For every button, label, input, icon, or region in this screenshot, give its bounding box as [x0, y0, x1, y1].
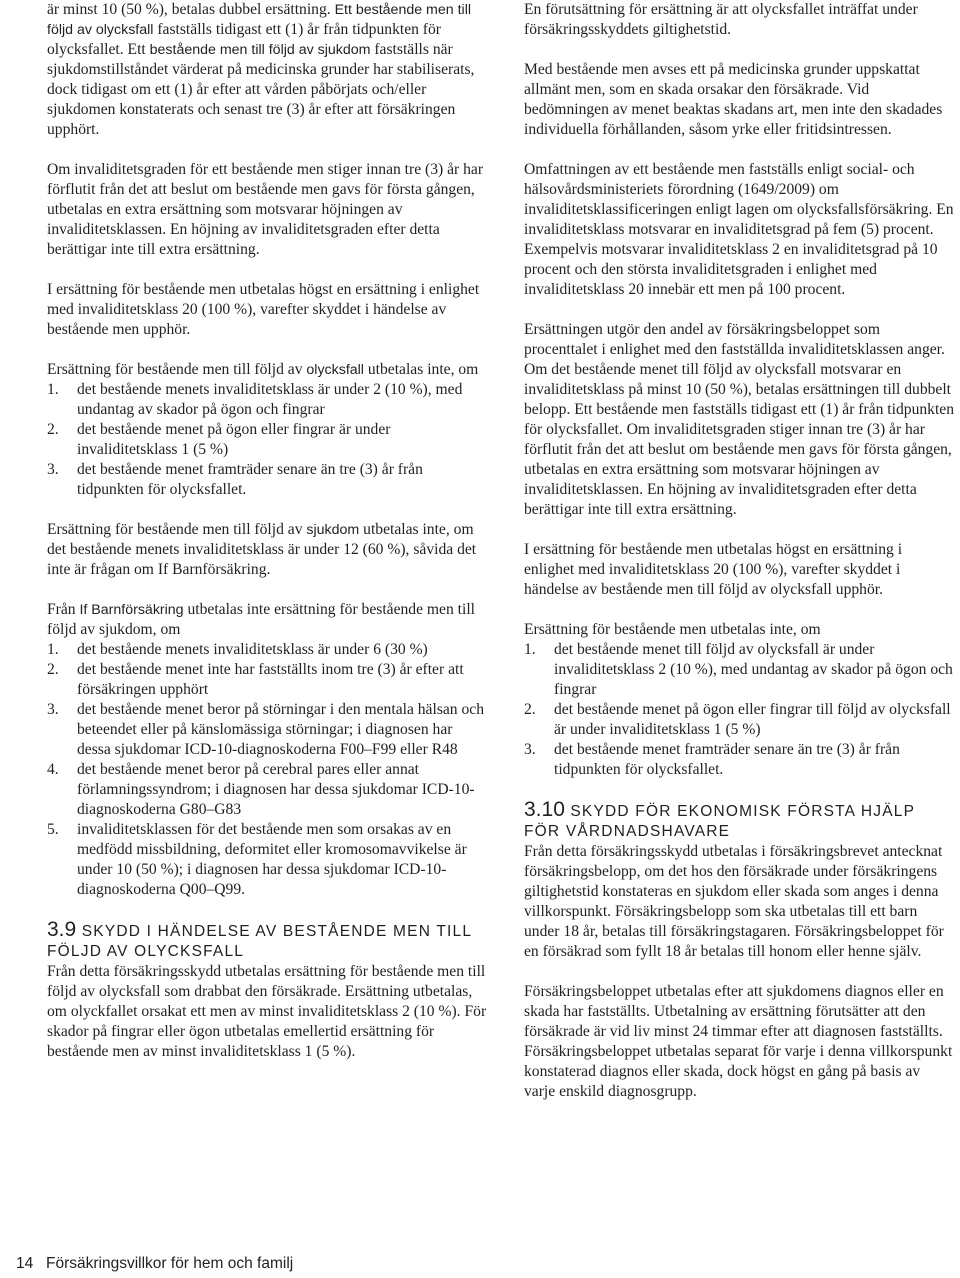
list-item: 2. det bestående menet på ögon eller fingrar till följd av olycksfall är under invaliditetsklass 1 (5 %) — [524, 701, 951, 738]
paragraph: Ersättningen utgör den andel av försäkringsbeloppet som procenttalet i enlighet med den fastställda invaliditetsklassen anger. Om det bestående menet till följd av olycksfall motsvarar en invaliditetsklass på minst 10 (50 %), betalas ersättningen till dubbelt belopp. Ett bestående men fastställs tidigast ett (1) år från tidpunkten för olycksfallet. Om invaliditetsgraden stiger innan tre (3) år har förflutit från det att beslut om bestående men gavs för första gången, utbetalas en extra ersättning som motsvarar höjningen av invaliditetsklassen. En höjning av invaliditetsgraden efter detta berättigar inte till extra ersättning. — [524, 321, 955, 518]
list-item: 2. det bestående menet inte har fastställts inom tre (3) år efter att försäkringen upphört — [47, 661, 464, 698]
paragraph: Från detta försäkringsskydd utbetalas ersättning för bestående men till följd av olycksfall som drabbat den försäkrade. Ersättning utbetalas, om olyckfallet orsakat ett men av minst invaliditetsklass 2 (10 %). För skador på fingrar eller ögon utbetalas emellertid ersättning för bestående men av minst invaliditetsklass 1 (5 %). — [47, 963, 487, 1060]
paragraph: En förutsättning för ersättning är att olycksfallet inträffat under försäkringsskyddets giltighetstid. — [524, 1, 918, 38]
list-item: 3. det bestående menet beror på störningar i den mentala hälsan och beteendet eller på känslomässiga störningar; i diagnosen har dessa sjukdomar ICD-10-diagnoskoderna F00–F99 eller R48 — [47, 701, 485, 758]
list-item: 2. det bestående menet på ögon eller fingrar är under invaliditetsklass 1 (5 %) — [47, 421, 391, 458]
bold-term: sjukdom — [306, 522, 360, 538]
numbered-list — [524, 640, 954, 780]
list-item: 3. det bestående menet framträder senare än tre (3) år från tidpunkten för olycksfallet. — [47, 461, 423, 498]
paragraph: I ersättning för bestående men utbetalas högst en ersättning i enlighet med invaliditetsklass 20 (100 %), varefter skyddet i händelse av bestående men till följd av olycksfall upphör. — [524, 541, 903, 598]
section-heading-3-9: 3.9 SKYDD I HÄNDELSE AV BESTÅENDE MEN TILL FÖLJD AV OLYCKSFALL — [47, 918, 472, 960]
paragraph: Om invaliditetsgraden för ett bestående men stiger innan tre (3) år har förflutit från det att beslut om bestående men gavs för första gången, utbetalas en extra ersättning som motsvarar höjningen av invaliditetsklassen. En höjning av invaliditetsgraden efter detta berättigar inte till extra ersättning. — [47, 161, 484, 258]
paragraph: Omfattningen av ett bestående men fastställs enligt social- och hälsovårdsministeriets förordning (1649/2009) om invaliditetsklassificeringen enligt lagen om olycksfallsförsäkring. En invaliditetsklass motsvarar en invaliditetsgrad på fem (5) procent. Exempelvis motsvarar invaliditetsklass 2 en invaliditetsgrad på 10 procent och den största invaliditetsgraden i enlighet med invaliditetsklass 20 innebär ett men på 100 procent. — [524, 161, 954, 298]
paragraph: Försäkringsbeloppet utbetalas efter att sjukdomens diagnos eller en skada har fastställts. Utbetalning av ersättning förutsätter att den försäkrade är vid liv minst 24 timmar efter att diagnosen fastställts. Försäkringsbeloppet utbetalas separat för varje i denna villkorspunkt konstaterad diagnos eller skada, dock högst en gång på basis av varje enskild diagnosgrupp. — [524, 983, 953, 1100]
footer-title: Försäkringsvillkor för hem och familj — [46, 1255, 294, 1272]
paragraph: I ersättning för bestående men utbetalas högst en ersättning i enlighet med invaliditetsklass 20 (100 %), varefter skyddet i händelse av bestående men upphör. — [47, 281, 480, 338]
bold-term: bestående men till följd av sjukdom — [149, 42, 371, 58]
paragraph: Från If Barnförsäkring utbetalas inte ersättning för bestående men till följd av sjukdom, om — [47, 601, 476, 638]
bold-term: Ett bestående men till följd av olycksfall — [47, 2, 471, 38]
list-item: 5. invaliditetsklassen för det bestående men som orsakas av en medfödd missbildning, deformitet eller kromosomavvikelse är under 10 (50 %); i diagnosen har dessa sjukdomar ICD-10-diagnoskoderna Q00–Q99. — [47, 821, 467, 898]
list-item: 1. det bestående menet till följd av olycksfall är under invaliditetsklass 2 (10 %), med undantag av skador på ögon och fingrar — [524, 641, 953, 698]
paragraph: Ersättning för bestående men utbetalas inte, om — [524, 621, 821, 638]
right-column — [524, 0, 954, 1122]
list-item: 1. det bestående menets invaliditetsklass är under 6 (30 %) — [47, 641, 428, 658]
numbered-list — [47, 380, 487, 500]
page-number: 14 — [16, 1255, 34, 1272]
paragraph: Från detta försäkringsskydd utbetalas i försäkringsbrevet antecknat försäkringsbelopp, om det hos den försäkrade under försäkringens giltighetstid konstateras en sjukdom eller skada som anges i denna villkorspunkt. Försäkringsbelopp som ska utbetalas till ett barn under 18 år, betalas till försäkringstagaren. Försäkringsbeloppet för en försäkrad som fyllt 18 år betalas till honom eller henne själv. — [524, 843, 944, 960]
page-footer — [16, 1254, 293, 1274]
paragraph: är minst 10 (50 %), betalas dubbel ersättning. Ett bestående men till följd av olycksfall fastställs tidigast ett (1) år från tidpunkten för olycksfallet. Ett bestående men till följd av sjukdom fastställs när sjukdomstillståndet värderat på medicinska grunder har stabiliserats, dock tidigast om ett (1) år efter att vården påbörjats och/eller sjukdomen konstaterats och senast tre (3) år efter att försäkringen upphört. — [47, 1, 475, 138]
list-item: 4. det bestående menet beror på cerebral pares eller annat förlamningssyndrom; i diagnosen har dessa sjukdomar ICD-10-diagnoskoderna G80–G83 — [47, 761, 475, 818]
bold-term: olycksfall — [306, 362, 364, 378]
list-item: 3. det bestående menet framträder senare än tre (3) år från tidpunkten för olycksfallet. — [524, 741, 900, 778]
paragraph: Med bestående men avses ett på medicinska grunder uppskattat allmänt men, som en skada orsakar den försäkrade. Vid bedömningen av menet beaktas skadans art, men inte den skadades individuella förhållanden, såsom yrke eller fritidsintressen. — [524, 61, 943, 138]
list-item: 1. det bestående menets invaliditetsklass är under 2 (10 %), med undantag av skador på ögon och fingrar — [47, 381, 463, 418]
section-heading-3-10: 3.10 SKYDD FÖR EKONOMISK FÖRSTA HJÄLP FÖR VÅRDNADSHAVARE — [524, 798, 915, 840]
paragraph: Ersättning för bestående men till följd av sjukdom utbetalas inte, om det bestående menets invaliditetsklass är under 12 (60 %), såvida det inte är frågan om If Barnförsäkring. — [47, 521, 477, 578]
left-column — [47, 0, 487, 1082]
paragraph: Ersättning för bestående men till följd av olycksfall utbetalas inte, om — [47, 361, 479, 378]
numbered-list — [47, 640, 487, 900]
bold-term: If Barnförsäkring — [79, 602, 184, 618]
